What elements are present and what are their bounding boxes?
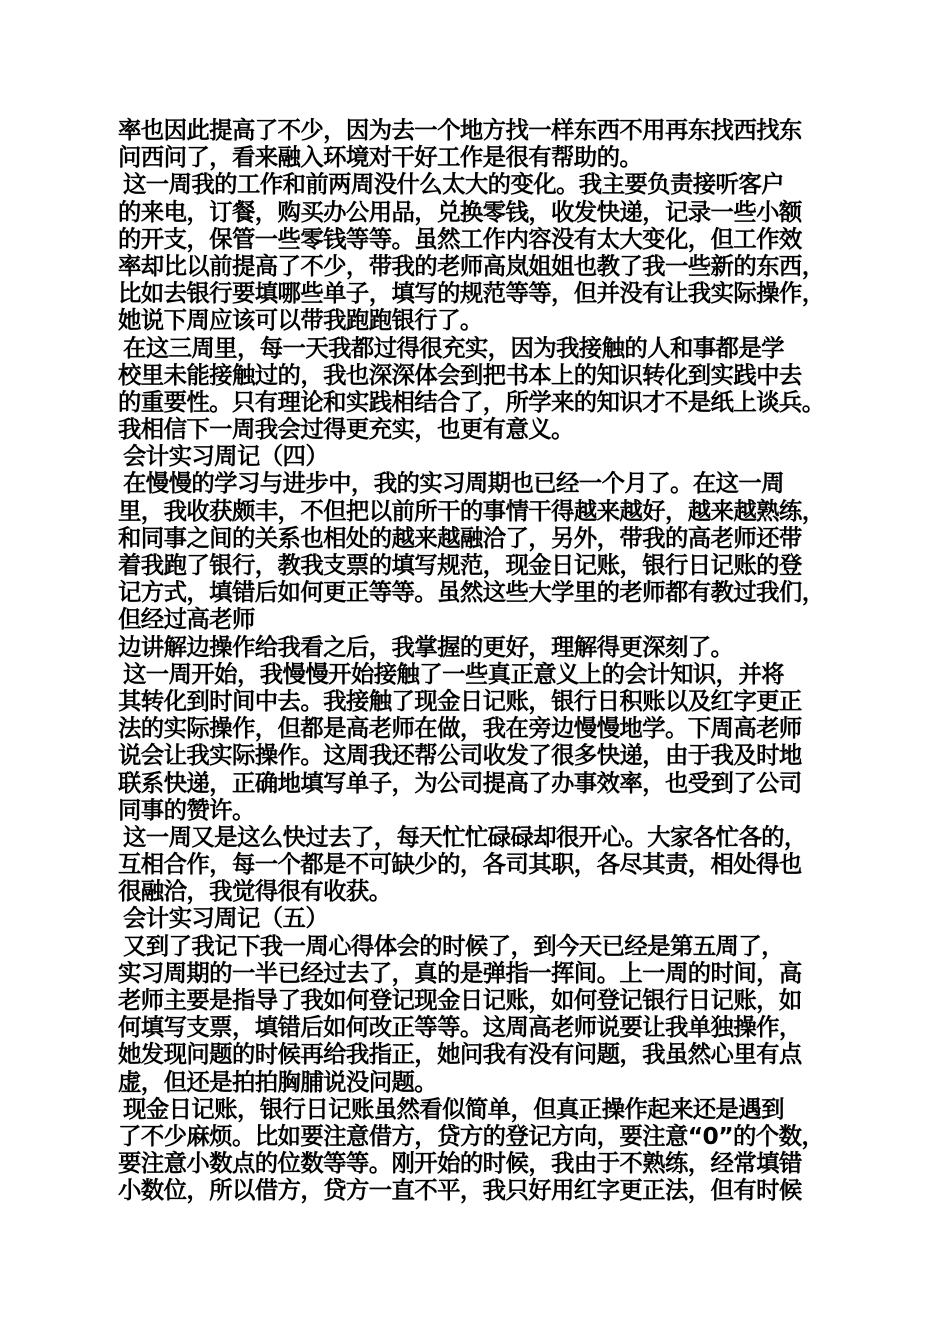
- text-line: 很融洽，我觉得很有收获。: [118, 878, 392, 906]
- text-line: 会计实习周记（五）: [123, 905, 329, 933]
- text-line: 和同事之间的关系也相处的越来越融洽了，另外，带我的高老师还带: [118, 524, 802, 552]
- text-line: 互相合作，每一个都是不可缺少的，各司其职，各尽其责，相处得也: [118, 851, 802, 879]
- text-line: 比如去银行要填哪些单子，填写的规范等等，但并没有让我实际操作，: [118, 280, 825, 308]
- text-line: 的来电，订餐，购买办公用品，兑换零钱，收发快递，记录一些小额: [118, 198, 802, 226]
- text-line: 着我跑了银行，教我支票的填写规范，现金日记账，银行日记账的登: [118, 552, 802, 579]
- text-line: 联系快递，正确地填写单子，为公司提高了办事效率，也受到了公司: [118, 769, 802, 797]
- text-line: 的重要性。只有理论和实践相结合了，所学来的知识才不是纸上谈兵。: [118, 388, 825, 416]
- text-line: 在这三周里，每一天我都过得很充实，因为我接触的人和事都是学: [123, 334, 784, 362]
- text-line: 校里未能接触过的，我也深深体会到把书本上的知识转化到实践中去: [118, 361, 802, 389]
- text-line: 这一周开始，我慢慢开始接触了一些真正意义上的会计知识，并将: [123, 660, 784, 688]
- text-line: 率也因此提高了不少，因为去一个地方找一样东西不用再东找西找东: [118, 117, 802, 144]
- text-line: 率却比以前提高了不少，带我的老师高岚姐姐也教了我一些新的东西，: [118, 252, 825, 280]
- text-line: 了不少麻烦。比如要注意借方，贷方的登记方向，要注意“0”的个数，: [118, 1122, 825, 1150]
- text-line: 现金日记账，银行日记账虽然看似简单，但真正操作起来还是遇到: [123, 1095, 784, 1123]
- document-body: [118, 117, 842, 1205]
- text-line: 但经过高老师: [118, 606, 255, 634]
- text-line: 我相信下一周我会过得更充实，也更有意义。: [118, 416, 574, 444]
- text-line: 虚，但还是拍拍胸脯说没问题。: [118, 1068, 438, 1096]
- text-line: 边讲解边操作给我看之后，我掌握的更好，理解得更深刻了。: [118, 633, 734, 661]
- text-line: 其转化到时间中去。我接触了现金日记账，银行日积账以及红字更正: [118, 687, 802, 715]
- text-line: 问西问了，看来融入环境对干好工作是很有帮助的。: [118, 144, 643, 172]
- text-line: 要注意小数点的位数等等。刚开始的时候，我由于不熟练，经常填错: [118, 1150, 802, 1178]
- text-line: 在慢慢的学习与进步中，我的实习周期也已经一个月了。在这一周: [123, 470, 784, 498]
- text-line: 小数位，所以借方，贷方一直不平，我只好用红字更正法，但有时候: [118, 1177, 802, 1205]
- text-line: 法的实际操作，但都是高老师在做，我在旁边慢慢地学。下周高老师: [118, 715, 802, 743]
- text-line: 记方式，填错后如何更正等等。虽然这些大学里的老师都有教过我们，: [118, 579, 825, 607]
- text-line: 何填写支票，填错后如何改正等等。这周高老师说要让我单独操作，: [118, 1014, 802, 1042]
- text-line: 会计实习周记（四）: [123, 443, 329, 471]
- text-line: 她说下周应该可以带我跑跑银行了。: [118, 307, 483, 335]
- text-line: 实习周期的一半已经过去了，真的是弹指一挥间。上一周的时间，高: [118, 959, 802, 987]
- text-line: 这一周我的工作和前两周没什么太大的变化。我主要负责接听客户: [123, 171, 784, 199]
- text-line: 的开支，保管一些零钱等等。虽然工作内容没有太大变化，但工作效: [118, 225, 802, 253]
- text-line: 同事的赞许。: [118, 796, 255, 824]
- text-line: 这一周又是这么快过去了，每天忙忙碌碌却很开心。大家各忙各的，: [123, 823, 807, 851]
- text-line: 她发现问题的时候再给我指正，她问我有没有问题，我虽然心里有点: [118, 1041, 802, 1069]
- text-line: 里，我收获颇丰，不但把以前所干的事情干得越来越好，越来越熟练，: [118, 497, 825, 525]
- text-line: 说会让我实际操作。这周我还帮公司收发了很多快递，由于我及时地: [118, 742, 802, 770]
- text-line: 又到了我记下我一周心得体会的时候了，到今天已经是第五周了，: [123, 932, 784, 960]
- text-line: 老师主要是指导了我如何登记现金日记账，如何登记银行日记账，如: [118, 987, 802, 1014]
